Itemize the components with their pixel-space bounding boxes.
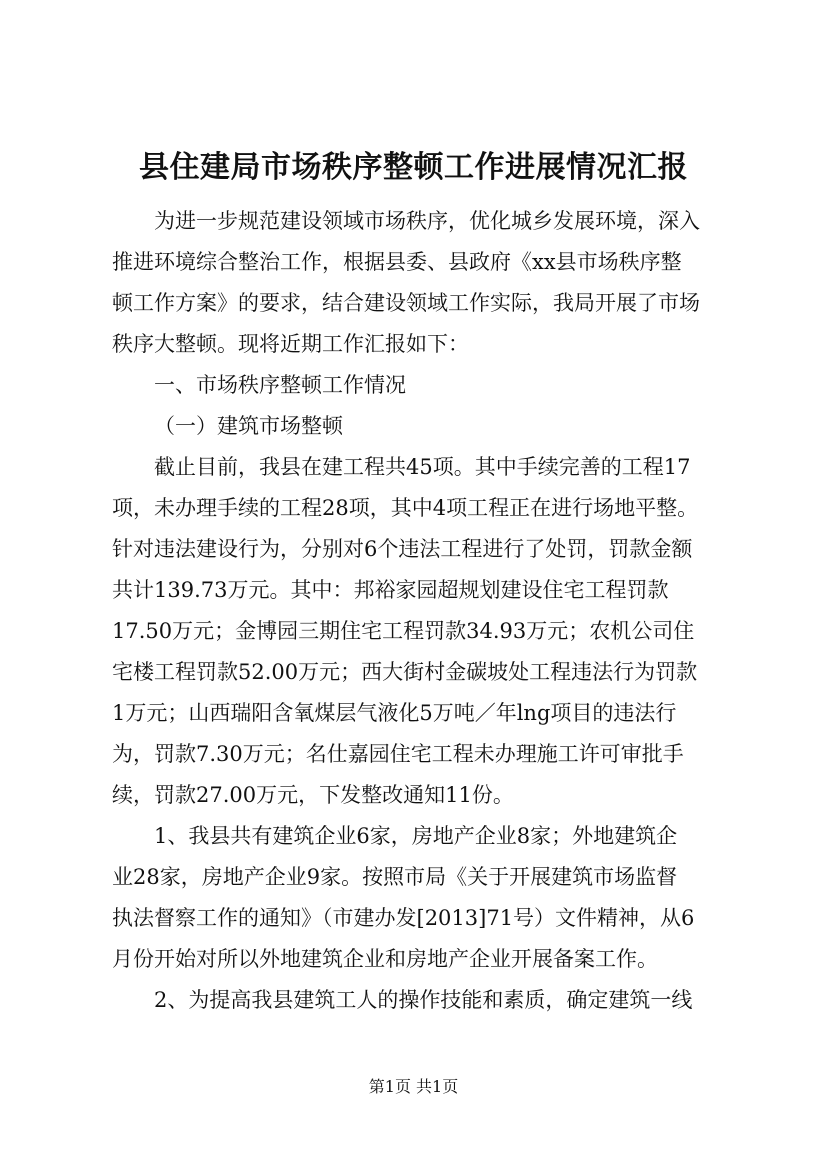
paragraph-line: 共计139.73万元。其中：邦裕家园超规划建设住宅工程罚款 — [112, 578, 669, 602]
paragraph-line: 顿工作方案》的要求，结合建设领域工作实际，我局开展了市场 — [112, 291, 700, 315]
paragraph-line: 月份开始对所以外地建筑企业和房地产企业开展备案工作。 — [112, 947, 658, 971]
document-body — [112, 201, 738, 1021]
page-footer: 第1页 共1页 — [368, 1077, 459, 1096]
paragraph-line: 1、我县共有建筑企业6家，房地产企业8家；外地建筑企 — [154, 824, 678, 848]
paragraph-line: 2、为提高我县建筑工人的操作技能和素质，确定建筑一线 — [154, 988, 693, 1012]
paragraph-line: 为进一步规范建设领域市场秩序，优化城乡发展环境，深入 — [154, 209, 700, 233]
paragraph-line: 17.50万元；金博园三期住宅工程罚款34.93万元；农机公司住 — [112, 619, 695, 643]
paragraph-line: 续，罚款27.00万元，下发整改通知11份。 — [112, 783, 514, 807]
paragraph-line: 为，罚款7.30万元；名仕嘉园住宅工程未办理施工许可审批手 — [112, 742, 684, 766]
paragraph-line: 业28家，房地产企业9家。按照市局《关于开展建筑市场监督 — [112, 865, 678, 889]
paragraph-line: 执法督察工作的通知》（市建办发[2013]71号）文件精神，从6 — [112, 906, 695, 930]
paragraph-line: 秩序大整顿。现将近期工作汇报如下： — [112, 332, 469, 356]
paragraph-line: 1万元；山西瑞阳含氧煤层气液化5万吨／年lng项目的违法行 — [112, 701, 677, 725]
paragraph-line: 项，未办理手续的工程28项，其中4项工程正在进行场地平整。 — [112, 496, 699, 520]
document-title: 县住建局市场秩序整顿工作进展情况汇报 — [139, 150, 688, 185]
paragraph-line: 针对违法建设行为，分别对6个违法工程进行了处罚，罚款金额 — [112, 537, 693, 561]
paragraph-line: 推进环境综合整治工作，根据县委、县政府《xx县市场秩序整 — [112, 250, 682, 274]
subsection-heading: （一）建筑市场整顿 — [154, 414, 343, 438]
paragraph-line: 宅楼工程罚款52.00万元；西大街村金碳坡处工程违法行为罚款 — [112, 660, 698, 684]
section-heading: 一、市场秩序整顿工作情况 — [154, 373, 406, 397]
paragraph-line: 截止目前，我县在建工程共45项。其中手续完善的工程17 — [154, 455, 691, 479]
